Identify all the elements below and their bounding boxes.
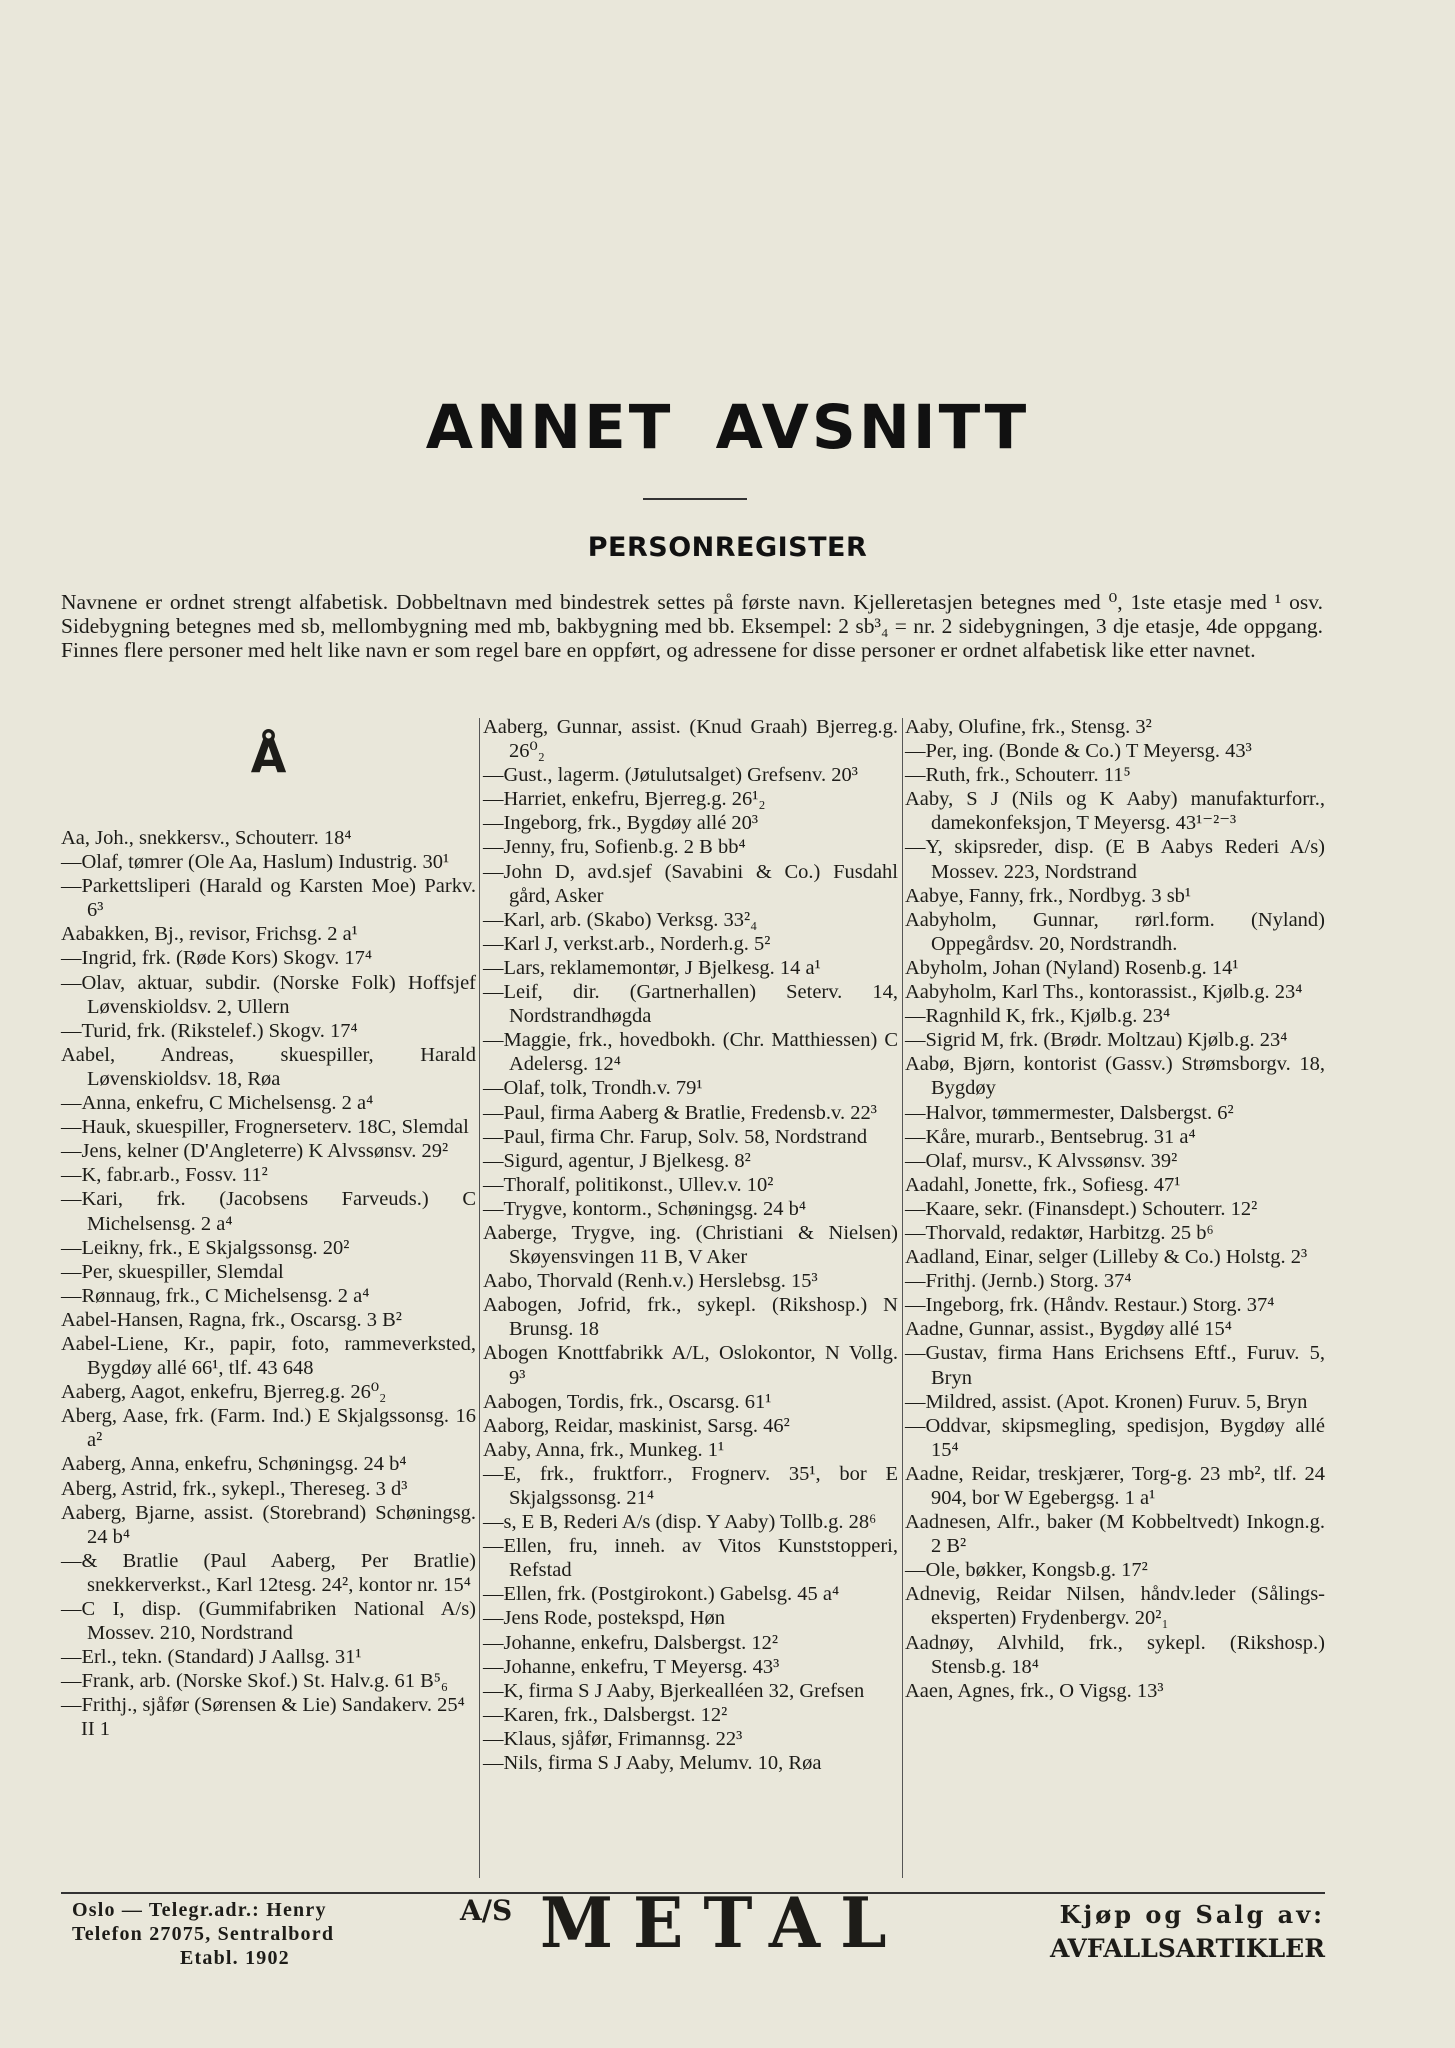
list-item: —K, fabr.arb., Fossv. 11² bbox=[61, 1164, 268, 1187]
list-item: Aberg, Astrid, frk., sykepl., Thereseg. 3 d³ bbox=[61, 1477, 408, 1500]
list-item: Aabo, Thorvald (Renh.v.) Herslebsg. 15³ bbox=[483, 1270, 818, 1293]
list-item: —John D, avd.sjef (Savabini & Co.) Fusdahl gård, Asker bbox=[483, 860, 898, 907]
list-item: —Halvor, tømmermester, Dalsbergst. 6² bbox=[905, 1101, 1234, 1124]
list-item: —Gustav, firma Hans Erichsens Eftf., Furuv. 5, Bryn bbox=[905, 1342, 1325, 1389]
footer-tagline bbox=[965, 1898, 1325, 1966]
list-item: —Hauk, skuespiller, Frognerseterv. 18C, Slemdal bbox=[61, 1116, 469, 1139]
list-item: Aabogen, Tordis, frk., Oscarsg. 61¹ bbox=[483, 1390, 772, 1413]
list-item: —& Bratlie (Paul Aaberg, Per Bratlie) snekkerverkst., Karl 12tesg. 24², kontor nr. 15⁴ bbox=[61, 1549, 476, 1596]
list-item: —Turid, frk. (Rikstelef.) Skogv. 17⁴ bbox=[61, 1019, 358, 1042]
list-item: Aadahl, Jonette, frk., Sofiesg. 47¹ bbox=[905, 1173, 1181, 1196]
list-item: —Frithj., sjåfør (Sørensen & Lie) Sandakerv. 25⁴ bbox=[61, 1694, 465, 1717]
brand-prefix: A/S bbox=[460, 1894, 513, 1927]
list-item: —Johanne, enkefru, Dalsbergst. 12² bbox=[483, 1631, 778, 1654]
list-item: —Karl, arb. (Skabo) Verksg. 33²₄ bbox=[483, 908, 758, 931]
intro-paragraph: Navnene er ordnet strengt alfabetisk. Dobbeltnavn med bindestrek settes på første navn. Kjelleretasjen betegnes med ⁰, 1ste etasje med ¹ osv. Sidebygning betegnes med sb, mellombygning med mb, bakbygning med bb. Eksempel: 2 sb³₄ = nr. 2 sidebygningen, 3 dje etasje, 4de oppgang. Finnes flere personer med helt like navn er som regel bare en oppført, og adressene for disse personer er ordnet alfabetisk like etter navnet. bbox=[61, 590, 1323, 663]
list-item: —Y, skipsreder, disp. (E B Aabys Rederi A/s) Mossev. 223, Nordstrand bbox=[905, 836, 1325, 883]
list-item: —Per, ing. (Bonde & Co.) T Meyersg. 43³ bbox=[905, 740, 1252, 763]
list-item: —Jenny, fru, Sofienb.g. 2 B bb⁴ bbox=[483, 836, 746, 859]
footer-tagline-line2: AVFALLSARTIKLER bbox=[1049, 1934, 1325, 1963]
list-item: Aabogen, Jofrid, frk., sykepl. (Rikshosp.) N Brunsg. 18 bbox=[483, 1294, 898, 1341]
list-item: Aadne, Reidar, treskjærer, Torg-g. 23 mb², tlf. 24 904, bor W Egebergsg. 1 a¹ bbox=[905, 1462, 1325, 1509]
list-item: —Mildred, assist. (Apot. Kronen) Furuv. 5, Bryn bbox=[905, 1390, 1308, 1413]
list-item: Aadne, Gunnar, assist., Bygdøy allé 15⁴ bbox=[905, 1318, 1232, 1341]
list-item: —Ellen, fru, inneh. av Vitos Kunststopperi, Refstad bbox=[483, 1535, 898, 1582]
list-item: —E, frk., fruktforr., Frognerv. 35¹, bor E Skjalgssonsg. 21⁴ bbox=[483, 1462, 898, 1509]
list-item: —Frank, arb. (Norske Skof.) St. Halv.g. 61 B⁵₆ bbox=[61, 1670, 449, 1693]
footer-contact bbox=[72, 1898, 432, 1970]
list-item: Aberg, Aase, frk. (Farm. Ind.) E Skjalgssonsg. 16 a² bbox=[61, 1405, 476, 1452]
list-item: Aa, Joh., snekkersv., Schouterr. 18⁴ bbox=[61, 827, 352, 849]
list-item: —Ole, bøkker, Kongsb.g. 17² bbox=[905, 1559, 1148, 1582]
list-item: Aabyholm, Gunnar, rørl.form. (Nyland) Oppegårdsv. 20, Nordstrandh. bbox=[905, 908, 1325, 955]
list-item: —Kåre, murarb., Bentsebrug. 31 a⁴ bbox=[905, 1125, 1196, 1148]
list-item: —Gust., lagerm. (Jøtulutsalget) Grefsenv. 20³ bbox=[483, 764, 858, 787]
list-item: Aabø, Bjørn, kontorist (Gassv.) Strømsborgv. 18, Bygdøy bbox=[905, 1053, 1325, 1100]
list-item: —Jens, kelner (D'Angleterre) K Alvssønsv. 29² bbox=[61, 1140, 449, 1163]
page-title: ANNET AVSNITT bbox=[425, 392, 1030, 463]
list-item: Aabel, Andreas, skuespiller, Harald Løvenskioldsv. 18, Røa bbox=[61, 1043, 476, 1090]
list-item: —Karl J, verkst.arb., Norderh.g. 5² bbox=[483, 932, 771, 955]
list-item: —Olaf, tømrer (Ole Aa, Haslum) Industrig. 30¹ bbox=[61, 851, 450, 874]
list-item: —Ingrid, frk. (Røde Kors) Skogv. 17⁴ bbox=[61, 947, 373, 970]
list-item: —Harriet, enkefru, Bjerreg.g. 26¹₂ bbox=[483, 788, 766, 811]
page-signature: II 1 bbox=[81, 1718, 111, 1741]
list-item: —Sigrid M, frk. (Brødr. Moltzau) Kjølb.g. 23⁴ bbox=[905, 1029, 1288, 1052]
list-item: —Paul, firma Chr. Farup, Solv. 58, Nordstrand bbox=[483, 1125, 868, 1148]
list-item: Aaberg, Anna, enkefru, Schøningsg. 24 b⁴ bbox=[61, 1453, 407, 1476]
list-item: —Ruth, frk., Schouterr. 11⁵ bbox=[905, 764, 1131, 787]
list-item: —Oddvar, skipsmegling, spedisjon, Bygdøy allé 15⁴ bbox=[905, 1414, 1325, 1461]
section-subtitle: PERSONREGISTER bbox=[587, 532, 868, 563]
list-item: —Kari, frk. (Jacobsens Farveuds.) C Michelsensg. 2 a⁴ bbox=[61, 1188, 476, 1235]
list-item: Aadnøy, Alvhild, frk., sykepl. (Rikshosp.) Stensb.g. 18⁴ bbox=[905, 1631, 1325, 1678]
footer-address-line: Oslo — Telegr.adr.: Henry bbox=[72, 1899, 327, 1921]
footer-brand bbox=[460, 1882, 930, 1964]
list-item: —Per, skuespiller, Slemdal bbox=[61, 1260, 284, 1283]
list-item: —Ellen, frk. (Postgirokont.) Gabelsg. 45 a⁴ bbox=[483, 1583, 840, 1606]
list-item: Abogen Knottfabrikk A/L, Oslokontor, N Vollg. 9³ bbox=[483, 1342, 898, 1389]
list-item: —Olaf, mursv., K Alvssønsv. 39² bbox=[905, 1149, 1178, 1172]
list-item: Adnevig, Reidar Nilsen, håndv.leder (Sålings-eksperten) Frydenbergv. 20²₁ bbox=[905, 1583, 1325, 1630]
list-item: Aaby, Olufine, frk., Stensg. 3² bbox=[905, 716, 1152, 738]
list-item: —Klaus, sjåfør, Frimannsg. 22³ bbox=[483, 1727, 743, 1750]
list-item: Aabyholm, Karl Ths., kontorassist., Kjølb.g. 23⁴ bbox=[905, 981, 1303, 1004]
list-item: —Paul, firma Aaberg & Bratlie, Fredensb.v. 22³ bbox=[483, 1101, 877, 1124]
list-item: —Anna, enkefru, C Michelsensg. 2 a⁴ bbox=[61, 1092, 374, 1115]
list-item: Aaen, Agnes, frk., O Vigsg. 13³ bbox=[905, 1679, 1164, 1702]
list-item: —K, firma S J Aaby, Bjerkealléen 32, Grefsen bbox=[483, 1679, 865, 1702]
list-item: Aaberg, Aagot, enkefru, Bjerreg.g. 26⁰₂ bbox=[61, 1381, 387, 1404]
list-item: Aaby, Anna, frk., Munkeg. 1¹ bbox=[483, 1438, 725, 1461]
list-item: —Parkettsliperi (Harald og Karsten Moe) Parkv. 6³ bbox=[61, 875, 476, 922]
list-item: Aaborg, Reidar, maskinist, Sarsg. 46² bbox=[483, 1414, 790, 1437]
footer-phone-line: Telefon 27075, Sentralbord bbox=[72, 1923, 335, 1945]
list-item: —Frithj. (Jernb.) Storg. 37⁴ bbox=[905, 1270, 1132, 1293]
list-item: —Erl., tekn. (Standard) J Aallsg. 31¹ bbox=[61, 1646, 362, 1669]
list-item: —Trygve, kontorm., Schøningsg. 24 b⁴ bbox=[483, 1197, 807, 1220]
footer-tagline-line1: Kjøp og Salg av: bbox=[1059, 1900, 1325, 1929]
list-item: Aaberg, Bjarne, assist. (Storebrand) Schøningsg. 24 b⁴ bbox=[61, 1501, 476, 1548]
list-item: —Leikny, frk., E Skjalgssonsg. 20² bbox=[61, 1236, 350, 1259]
title-rule bbox=[643, 498, 747, 500]
column-divider bbox=[479, 718, 480, 1878]
column-3 bbox=[905, 715, 1325, 1703]
list-item: Abyholm, Johan (Nyland) Rosenb.g. 14¹ bbox=[905, 956, 1239, 979]
list-item: —Jens Rode, postekspd, Høn bbox=[483, 1607, 726, 1630]
list-item: Aabel-Hansen, Ragna, frk., Oscarsg. 3 B² bbox=[61, 1308, 402, 1331]
list-item: Aaby, S J (Nils og K Aaby) manufakturforr., damekonfeksjon, T Meyersg. 43¹⁻²⁻³ bbox=[905, 788, 1325, 835]
list-item: Aaberge, Trygve, ing. (Christiani & Nielsen) Skøyensvingen 11 B, V Aker bbox=[483, 1221, 898, 1269]
list-item: —C I, disp. (Gummifabriken National A/s) Mossev. 210, Nordstrand bbox=[61, 1598, 476, 1645]
list-item: —Johanne, enkefru, T Meyersg. 43³ bbox=[483, 1655, 780, 1678]
list-item: —Ingeborg, frk. (Håndv. Restaur.) Storg. 37⁴ bbox=[905, 1294, 1275, 1317]
list-item: —Olav, aktuar, subdir. (Norske Folk) Hoffsjef Løvenskioldsv. 2, Ullern bbox=[61, 971, 476, 1018]
footer-established-line: Etabl. 1902 bbox=[180, 1947, 290, 1969]
list-item: —Olaf, tolk, Trondh.v. 79¹ bbox=[483, 1077, 703, 1100]
list-item: —Maggie, frk., hovedbokh. (Chr. Matthiessen) C Adelersg. 12⁴ bbox=[483, 1029, 898, 1076]
section-letter: Å bbox=[250, 729, 287, 783]
column-divider bbox=[902, 718, 903, 1878]
list-item: —Rønnaug, frk., C Michelsensg. 2 a⁴ bbox=[61, 1284, 370, 1307]
column-1 bbox=[61, 720, 476, 1742]
list-item: Aabye, Fanny, frk., Nordbyg. 3 sb¹ bbox=[905, 884, 1192, 907]
list-item: —Karen, frk., Dalsbergst. 12² bbox=[483, 1703, 728, 1726]
list-item: —Nils, firma S J Aaby, Melumv. 10, Røa bbox=[483, 1752, 822, 1775]
list-item: Aabel-Liene, Kr., papir, foto, rammeverksted, Bygdøy allé 66¹, tlf. 43 648 bbox=[61, 1332, 476, 1380]
list-item: —Lars, reklamemontør, J Bjelkesg. 14 a¹ bbox=[483, 956, 821, 979]
list-item: Aadland, Einar, selger (Lilleby & Co.) Holstg. 2³ bbox=[905, 1246, 1308, 1269]
list-item: Aabakken, Bj., revisor, Frichsg. 2 a¹ bbox=[61, 923, 358, 946]
list-item: Aaberg, Gunnar, assist. (Knud Graah) Bjerreg.g. 26⁰₂ bbox=[483, 716, 898, 763]
brand-name: METAL bbox=[540, 1882, 907, 1964]
list-item: —Leif, dir. (Gartnerhallen) Seterv. 14, Nordstrandhøgda bbox=[483, 981, 898, 1028]
list-item: —Ragnhild K, frk., Kjølb.g. 23⁴ bbox=[905, 1005, 1171, 1028]
column-2 bbox=[483, 715, 898, 1775]
list-item: Aadnesen, Alfr., baker (M Kobbeltvedt) Inkogn.g. 2 B² bbox=[905, 1511, 1325, 1558]
list-item: —Sigurd, agentur, J Bjelkesg. 8² bbox=[483, 1149, 751, 1172]
list-item: —s, E B, Rederi A/s (disp. Y Aaby) Tollb.g. 28⁶ bbox=[483, 1511, 877, 1534]
list-item: —Thoralf, politikonst., Ullev.v. 10² bbox=[483, 1173, 774, 1196]
list-item: —Thorvald, redaktør, Harbitzg. 25 b⁶ bbox=[905, 1221, 1214, 1244]
list-item: —Ingeborg, frk., Bygdøy allé 20³ bbox=[483, 812, 759, 835]
list-item: —Kaare, sekr. (Finansdept.) Schouterr. 12² bbox=[905, 1197, 1258, 1220]
